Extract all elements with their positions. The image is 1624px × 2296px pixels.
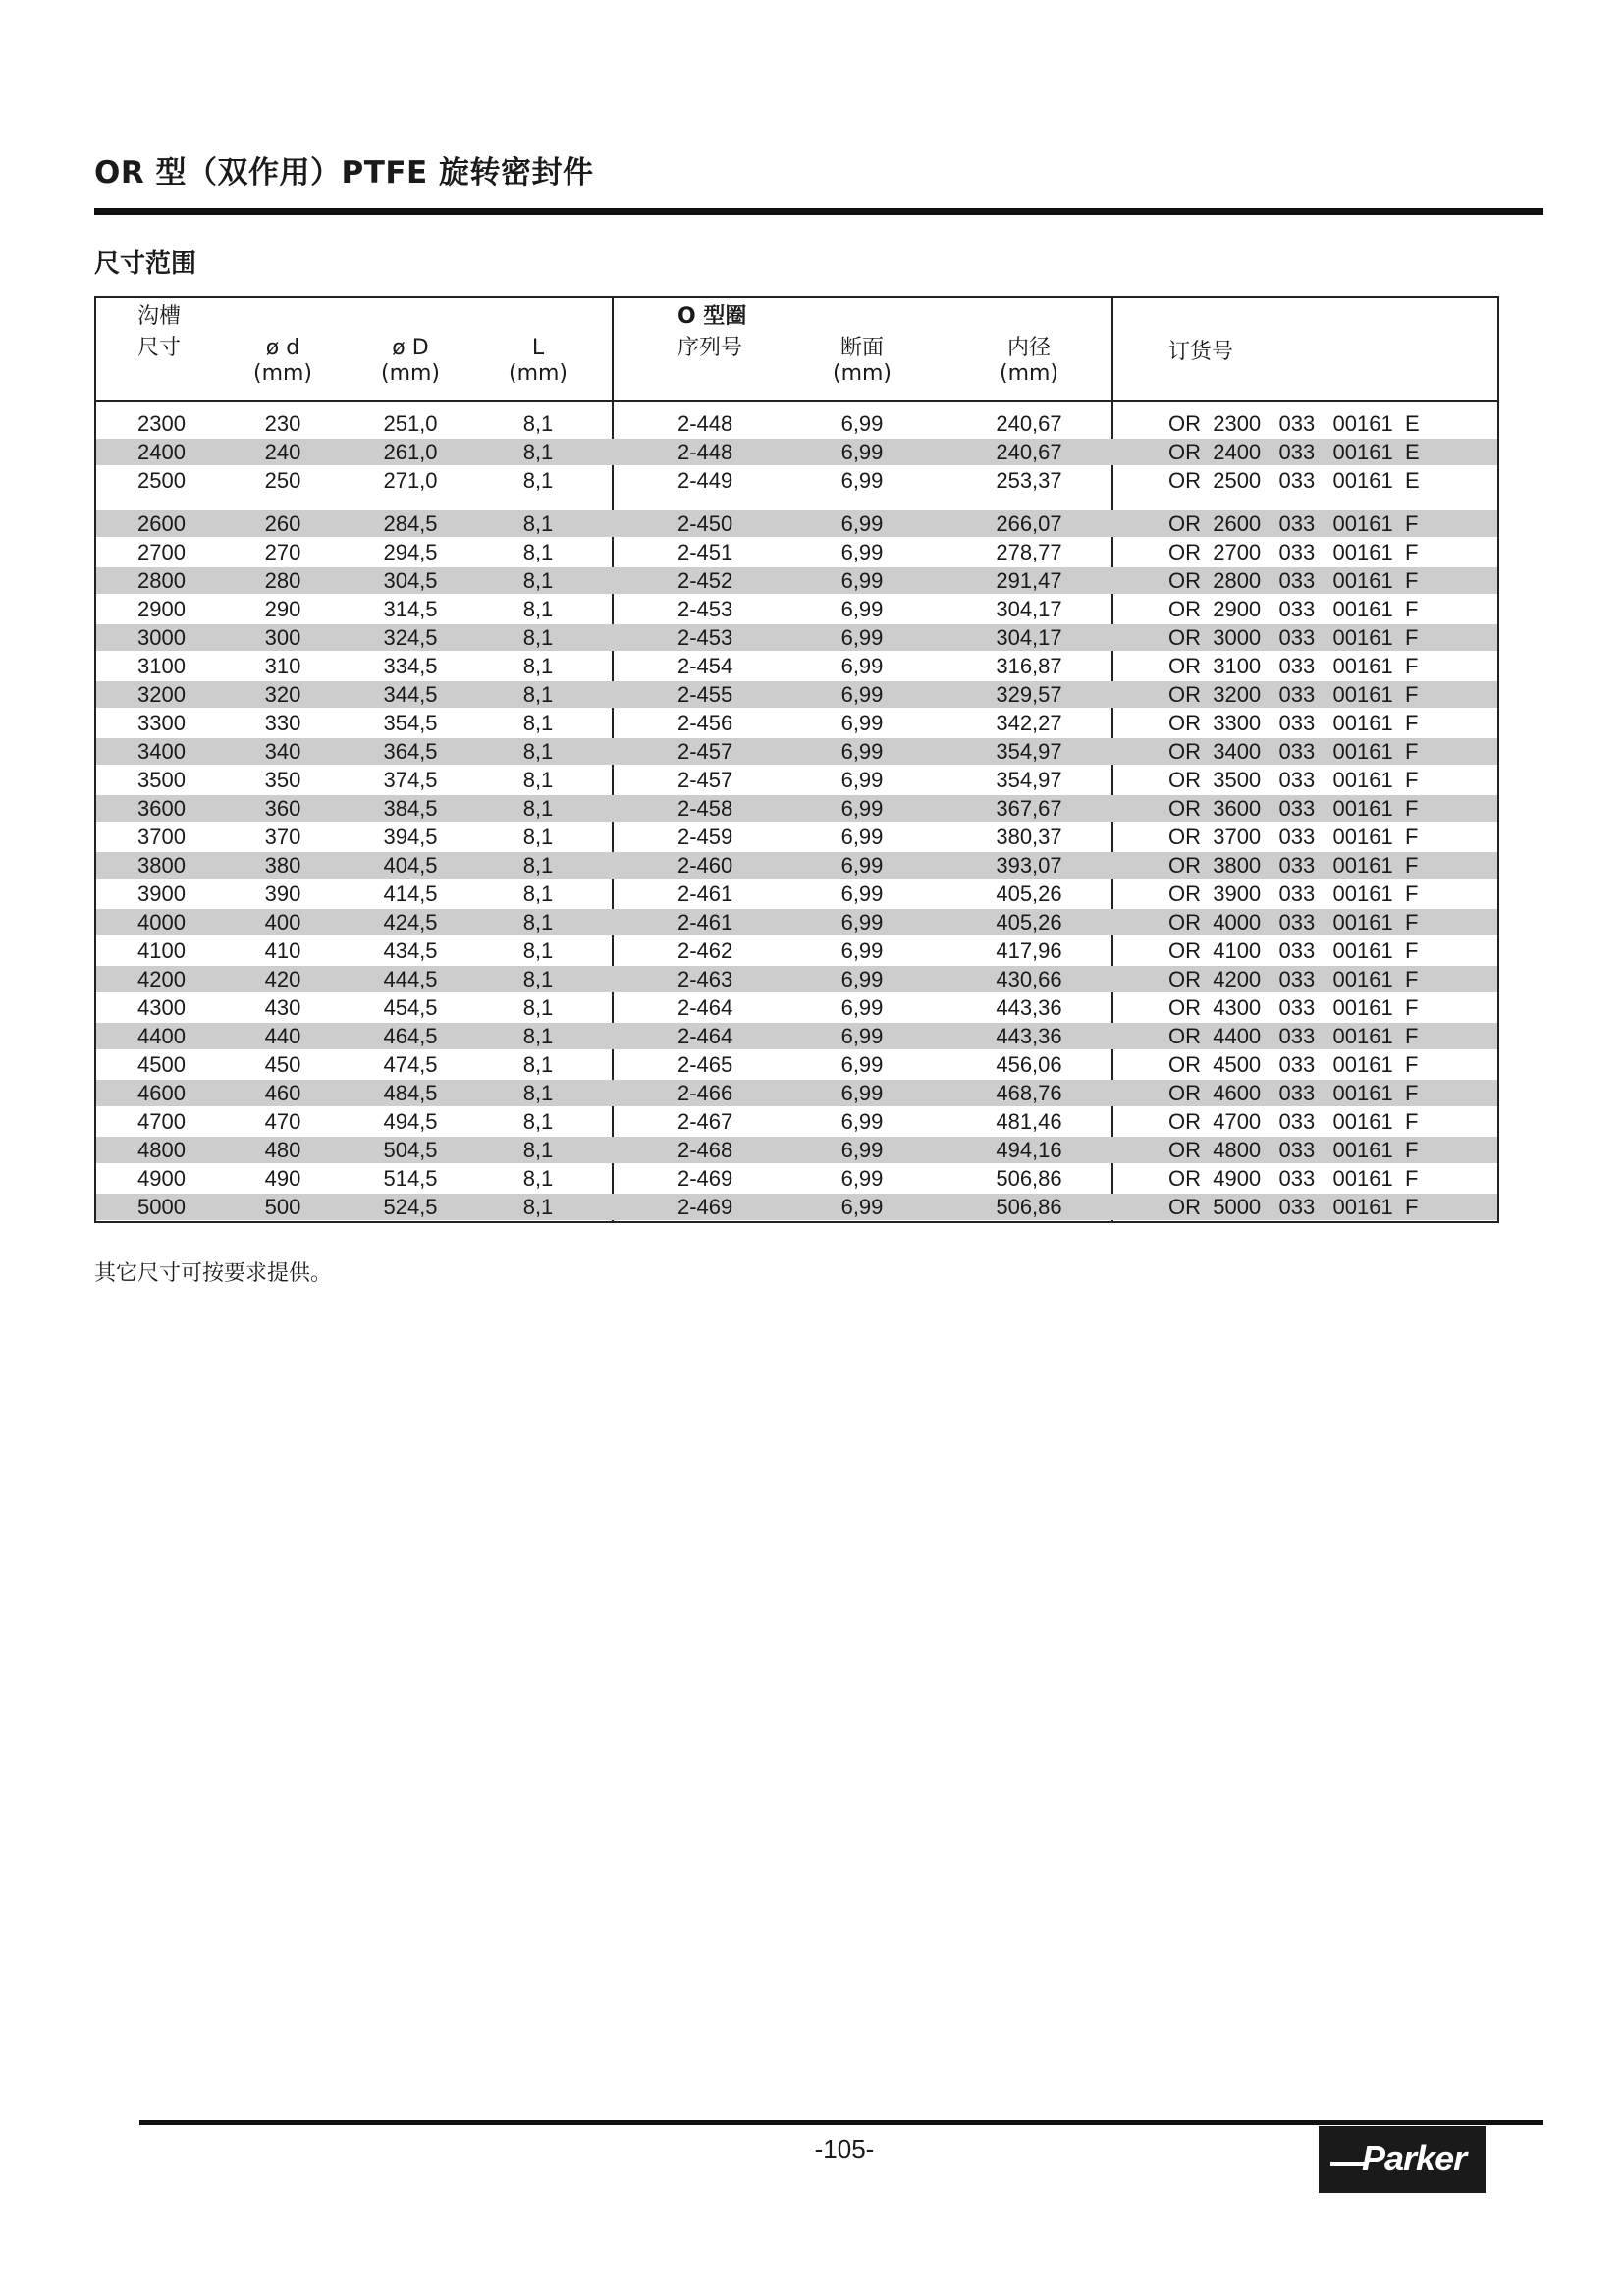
cell-series: 2-464	[677, 1024, 733, 1048]
cell-order: OR 4600 033 00161 F	[1168, 1081, 1419, 1105]
cell-size: 4300	[137, 995, 186, 1020]
cell-order: OR 2600 033 00161 F	[1168, 511, 1419, 536]
cell-order: OR 4200 033 00161 F	[1168, 967, 1419, 991]
cell-L: 8,1	[522, 967, 554, 991]
cell-section: 6,99	[840, 853, 884, 878]
section-title: 尺寸范围	[94, 249, 197, 279]
cell-d: 400	[264, 910, 301, 934]
cell-D: 414,5	[383, 881, 438, 906]
header-groove-group: 沟槽	[137, 304, 182, 329]
cell-L: 8,1	[522, 511, 554, 536]
cell-order: OR 3900 033 00161 F	[1168, 881, 1419, 906]
cell-D: 294,5	[383, 540, 438, 564]
cell-section: 6,99	[840, 1081, 884, 1105]
cell-D: 484,5	[383, 1081, 438, 1105]
cell-id: 405,26	[996, 910, 1062, 934]
cell-size: 3100	[137, 654, 186, 678]
page-number: -105-	[814, 2134, 875, 2163]
cell-order: OR 3500 033 00161 F	[1168, 768, 1419, 792]
cell-L: 8,1	[522, 796, 554, 821]
cell-section: 6,99	[840, 1024, 884, 1048]
table-row	[96, 966, 1497, 992]
table-row	[96, 1137, 1497, 1163]
cell-order: OR 2500 033 00161 E	[1168, 468, 1420, 493]
cell-D: 444,5	[383, 967, 438, 991]
cell-series: 2-450	[677, 511, 733, 536]
cell-L: 8,1	[522, 1052, 554, 1077]
cell-D: 314,5	[383, 597, 438, 621]
cell-series: 2-457	[677, 768, 733, 792]
cell-order: OR 3200 033 00161 F	[1168, 682, 1419, 707]
cell-id: 266,07	[996, 511, 1062, 536]
cell-id: 240,67	[996, 440, 1062, 464]
cell-id: 354,97	[996, 768, 1062, 792]
table-row	[96, 710, 1497, 736]
cell-series: 2-454	[677, 654, 733, 678]
table-row	[96, 624, 1497, 651]
cell-id: 506,86	[996, 1195, 1062, 1219]
cell-L: 8,1	[522, 1024, 554, 1048]
cell-L: 8,1	[522, 682, 554, 707]
cell-series: 2-464	[677, 995, 733, 1020]
cell-D: 324,5	[383, 625, 438, 650]
cell-section: 6,99	[840, 967, 884, 991]
cell-series: 2-467	[677, 1109, 733, 1134]
cell-L: 8,1	[522, 1081, 554, 1105]
cell-D: 494,5	[383, 1109, 438, 1134]
cell-section: 6,99	[840, 625, 884, 650]
cell-section: 6,99	[840, 910, 884, 934]
cell-size: 4900	[137, 1166, 186, 1191]
cell-order: OR 2400 033 00161 E	[1168, 440, 1420, 464]
cell-L: 8,1	[522, 825, 554, 849]
cell-L: 8,1	[522, 625, 554, 650]
cell-order: OR 2900 033 00161 F	[1168, 597, 1419, 621]
cell-section: 6,99	[840, 995, 884, 1020]
size-table	[94, 296, 1499, 1223]
cell-size: 2500	[137, 468, 186, 493]
cell-order: OR 4900 033 00161 F	[1168, 1166, 1419, 1191]
cell-D: 364,5	[383, 739, 438, 764]
cell-size: 3900	[137, 881, 186, 906]
cell-section: 6,99	[840, 1195, 884, 1219]
cell-id: 342,27	[996, 711, 1062, 735]
cell-D: 504,5	[383, 1138, 438, 1162]
cell-d: 500	[264, 1195, 301, 1219]
cell-d: 420	[264, 967, 301, 991]
cell-D: 261,0	[383, 440, 438, 464]
cell-size: 3300	[137, 711, 186, 735]
cell-order: OR 4500 033 00161 F	[1168, 1052, 1419, 1077]
table-row	[96, 738, 1497, 765]
cell-id: 354,97	[996, 739, 1062, 764]
header-L: L	[531, 336, 545, 360]
cell-D: 434,5	[383, 938, 438, 963]
cell-L: 8,1	[522, 711, 554, 735]
cell-size: 4700	[137, 1109, 186, 1134]
cell-id: 417,96	[996, 938, 1062, 963]
table-row	[96, 881, 1497, 907]
cell-section: 6,99	[840, 440, 884, 464]
cell-L: 8,1	[522, 853, 554, 878]
cell-size: 3700	[137, 825, 186, 849]
cell-d: 300	[264, 625, 301, 650]
cell-order: OR 3600 033 00161 F	[1168, 796, 1419, 821]
cell-series: 2-456	[677, 711, 733, 735]
table-row	[96, 852, 1497, 879]
cell-D: 384,5	[383, 796, 438, 821]
cell-series: 2-463	[677, 967, 733, 991]
cell-order: OR 4700 033 00161 F	[1168, 1109, 1419, 1134]
cell-order: OR 5000 033 00161 F	[1168, 1195, 1419, 1219]
cell-size: 3600	[137, 796, 186, 821]
cell-series: 2-465	[677, 1052, 733, 1077]
cell-size: 4800	[137, 1138, 186, 1162]
cell-section: 6,99	[840, 1109, 884, 1134]
cell-id: 506,86	[996, 1166, 1062, 1191]
cell-d: 350	[264, 768, 301, 792]
cell-order: OR 3000 033 00161 F	[1168, 625, 1419, 650]
cell-size: 4000	[137, 910, 186, 934]
cell-series: 2-457	[677, 739, 733, 764]
cell-section: 6,99	[840, 682, 884, 707]
cell-d: 290	[264, 597, 301, 621]
table-row	[96, 439, 1497, 465]
cell-order: OR 3300 033 00161 F	[1168, 711, 1419, 735]
header-section-unit: (mm)	[832, 361, 893, 386]
cell-section: 6,99	[840, 1052, 884, 1077]
cell-id: 316,87	[996, 654, 1062, 678]
cell-size: 3800	[137, 853, 186, 878]
header-d: ø d	[265, 336, 300, 360]
table-row	[96, 994, 1497, 1021]
table-row	[96, 795, 1497, 822]
cell-D: 454,5	[383, 995, 438, 1020]
cell-series: 2-453	[677, 597, 733, 621]
cell-d: 310	[264, 654, 301, 678]
table-row	[96, 1194, 1497, 1220]
cell-size: 2800	[137, 568, 186, 593]
cell-id: 430,66	[996, 967, 1062, 991]
cell-D: 284,5	[383, 511, 438, 536]
cell-id: 393,07	[996, 853, 1062, 878]
table-row	[96, 1165, 1497, 1192]
cell-D: 424,5	[383, 910, 438, 934]
cell-id: 456,06	[996, 1052, 1062, 1077]
cell-L: 8,1	[522, 910, 554, 934]
cell-size: 5000	[137, 1195, 186, 1219]
cell-size: 4600	[137, 1081, 186, 1105]
cell-section: 6,99	[840, 711, 884, 735]
cell-order: OR 4000 033 00161 F	[1168, 910, 1419, 934]
header-inner-dia-unit: (mm)	[999, 361, 1059, 386]
cell-order: OR 3400 033 00161 F	[1168, 739, 1419, 764]
cell-series: 2-469	[677, 1166, 733, 1191]
cell-id: 240,67	[996, 411, 1062, 436]
cell-D: 464,5	[383, 1024, 438, 1048]
cell-section: 6,99	[840, 825, 884, 849]
header-rule	[96, 400, 1497, 402]
cell-L: 8,1	[522, 440, 554, 464]
cell-section: 6,99	[840, 938, 884, 963]
header-oring-group: O 型圈	[677, 304, 747, 329]
cell-size: 4500	[137, 1052, 186, 1077]
table-row	[96, 681, 1497, 708]
table-row	[96, 410, 1497, 437]
cell-size: 3000	[137, 625, 186, 650]
cell-d: 390	[264, 881, 301, 906]
cell-size: 3400	[137, 739, 186, 764]
cell-d: 370	[264, 825, 301, 849]
cell-D: 404,5	[383, 853, 438, 878]
cell-D: 271,0	[383, 468, 438, 493]
cell-size: 2700	[137, 540, 186, 564]
cell-d: 340	[264, 739, 301, 764]
table-row	[96, 1108, 1497, 1135]
cell-order: OR 3100 033 00161 F	[1168, 654, 1419, 678]
cell-D: 354,5	[383, 711, 438, 735]
cell-series: 2-459	[677, 825, 733, 849]
footnote: 其它尺寸可按要求提供。	[94, 1261, 333, 1286]
cell-series: 2-451	[677, 540, 733, 564]
cell-D: 524,5	[383, 1195, 438, 1219]
cell-section: 6,99	[840, 1166, 884, 1191]
cell-D: 374,5	[383, 768, 438, 792]
cell-id: 253,37	[996, 468, 1062, 493]
cell-d: 380	[264, 853, 301, 878]
cell-series: 2-468	[677, 1138, 733, 1162]
cell-series: 2-455	[677, 682, 733, 707]
table-row	[96, 653, 1497, 679]
cell-order: OR 2700 033 00161 F	[1168, 540, 1419, 564]
cell-L: 8,1	[522, 881, 554, 906]
cell-d: 330	[264, 711, 301, 735]
cell-id: 291,47	[996, 568, 1062, 593]
table-row	[96, 1023, 1497, 1049]
cell-series: 2-466	[677, 1081, 733, 1105]
cell-order: OR 4300 033 00161 F	[1168, 995, 1419, 1020]
cell-id: 278,77	[996, 540, 1062, 564]
header-order-no: 订货号	[1168, 340, 1234, 364]
cell-section: 6,99	[840, 796, 884, 821]
cell-d: 230	[264, 411, 301, 436]
cell-id: 443,36	[996, 1024, 1062, 1048]
cell-D: 474,5	[383, 1052, 438, 1077]
cell-section: 6,99	[840, 597, 884, 621]
table-row	[96, 510, 1497, 537]
cell-L: 8,1	[522, 938, 554, 963]
table-row	[96, 1051, 1497, 1078]
cell-d: 260	[264, 511, 301, 536]
cell-id: 405,26	[996, 881, 1062, 906]
header-section: 断面	[839, 336, 884, 360]
cell-size: 2300	[137, 411, 186, 436]
cell-id: 380,37	[996, 825, 1062, 849]
cell-L: 8,1	[522, 995, 554, 1020]
title-rule	[94, 208, 1543, 215]
cell-section: 6,99	[840, 411, 884, 436]
cell-L: 8,1	[522, 768, 554, 792]
cell-id: 494,16	[996, 1138, 1062, 1162]
cell-D: 514,5	[383, 1166, 438, 1191]
cell-D: 251,0	[383, 411, 438, 436]
logo-bar	[1330, 2162, 1366, 2166]
footer-rule	[139, 2120, 1543, 2125]
cell-size: 2600	[137, 511, 186, 536]
cell-order: OR 4100 033 00161 F	[1168, 938, 1419, 963]
table-row	[96, 539, 1497, 565]
cell-section: 6,99	[840, 881, 884, 906]
cell-d: 270	[264, 540, 301, 564]
cell-d: 430	[264, 995, 301, 1020]
cell-L: 8,1	[522, 568, 554, 593]
cell-id: 443,36	[996, 995, 1062, 1020]
page-title: OR 型（双作用）PTFE 旋转密封件	[94, 155, 594, 190]
cell-size: 4200	[137, 967, 186, 991]
cell-order: OR 2800 033 00161 F	[1168, 568, 1419, 593]
header-series: 序列号	[677, 336, 743, 360]
cell-L: 8,1	[522, 411, 554, 436]
parker-logo	[1319, 2126, 1486, 2193]
cell-id: 329,57	[996, 682, 1062, 707]
header-D: ø D	[392, 336, 429, 360]
cell-section: 6,99	[840, 511, 884, 536]
cell-section: 6,99	[840, 654, 884, 678]
table-row	[96, 596, 1497, 622]
cell-series: 2-462	[677, 938, 733, 963]
cell-order: OR 3700 033 00161 F	[1168, 825, 1419, 849]
cell-d: 480	[264, 1138, 301, 1162]
cell-section: 6,99	[840, 568, 884, 593]
cell-section: 6,99	[840, 468, 884, 493]
cell-section: 6,99	[840, 739, 884, 764]
cell-L: 8,1	[522, 540, 554, 564]
cell-series: 2-448	[677, 440, 733, 464]
cell-D: 394,5	[383, 825, 438, 849]
table-row	[96, 1080, 1497, 1106]
header-d-unit: (mm)	[252, 361, 313, 386]
cell-D: 304,5	[383, 568, 438, 593]
cell-series: 2-469	[677, 1195, 733, 1219]
cell-size: 2900	[137, 597, 186, 621]
cell-d: 250	[264, 468, 301, 493]
cell-series: 2-458	[677, 796, 733, 821]
cell-L: 8,1	[522, 468, 554, 493]
cell-L: 8,1	[522, 1109, 554, 1134]
table-row	[96, 909, 1497, 935]
table-row	[96, 467, 1497, 494]
table-row	[96, 824, 1497, 850]
cell-series: 2-452	[677, 568, 733, 593]
cell-L: 8,1	[522, 1195, 554, 1219]
cell-series: 2-461	[677, 910, 733, 934]
cell-id: 304,17	[996, 625, 1062, 650]
table-row	[96, 567, 1497, 594]
header-inner-dia: 内径	[1006, 336, 1051, 360]
cell-id: 481,46	[996, 1109, 1062, 1134]
cell-size: 3200	[137, 682, 186, 707]
cell-d: 490	[264, 1166, 301, 1191]
table-row	[96, 937, 1497, 964]
cell-L: 8,1	[522, 597, 554, 621]
cell-series: 2-448	[677, 411, 733, 436]
cell-d: 450	[264, 1052, 301, 1077]
cell-series: 2-460	[677, 853, 733, 878]
cell-order: OR 4800 033 00161 F	[1168, 1138, 1419, 1162]
cell-d: 470	[264, 1109, 301, 1134]
cell-d: 280	[264, 568, 301, 593]
cell-D: 334,5	[383, 654, 438, 678]
table-row	[96, 767, 1497, 793]
cell-d: 460	[264, 1081, 301, 1105]
cell-size: 4100	[137, 938, 186, 963]
cell-size: 4400	[137, 1024, 186, 1048]
cell-id: 304,17	[996, 597, 1062, 621]
cell-d: 240	[264, 440, 301, 464]
header-L-unit: (mm)	[508, 361, 568, 386]
cell-series: 2-453	[677, 625, 733, 650]
cell-L: 8,1	[522, 739, 554, 764]
cell-series: 2-461	[677, 881, 733, 906]
header-D-unit: (mm)	[380, 361, 441, 386]
cell-id: 468,76	[996, 1081, 1062, 1105]
logo-text: Parker	[1362, 2138, 1467, 2178]
header-size: 尺寸	[137, 336, 182, 360]
cell-series: 2-449	[677, 468, 733, 493]
cell-d: 410	[264, 938, 301, 963]
cell-L: 8,1	[522, 1166, 554, 1191]
cell-id: 367,67	[996, 796, 1062, 821]
cell-order: OR 2300 033 00161 E	[1168, 411, 1420, 436]
cell-d: 360	[264, 796, 301, 821]
cell-d: 320	[264, 682, 301, 707]
cell-section: 6,99	[840, 540, 884, 564]
cell-size: 2400	[137, 440, 186, 464]
cell-order: OR 4400 033 00161 F	[1168, 1024, 1419, 1048]
cell-section: 6,99	[840, 1138, 884, 1162]
cell-L: 8,1	[522, 1138, 554, 1162]
cell-section: 6,99	[840, 768, 884, 792]
cell-size: 3500	[137, 768, 186, 792]
cell-D: 344,5	[383, 682, 438, 707]
cell-d: 440	[264, 1024, 301, 1048]
cell-L: 8,1	[522, 654, 554, 678]
cell-order: OR 3800 033 00161 F	[1168, 853, 1419, 878]
